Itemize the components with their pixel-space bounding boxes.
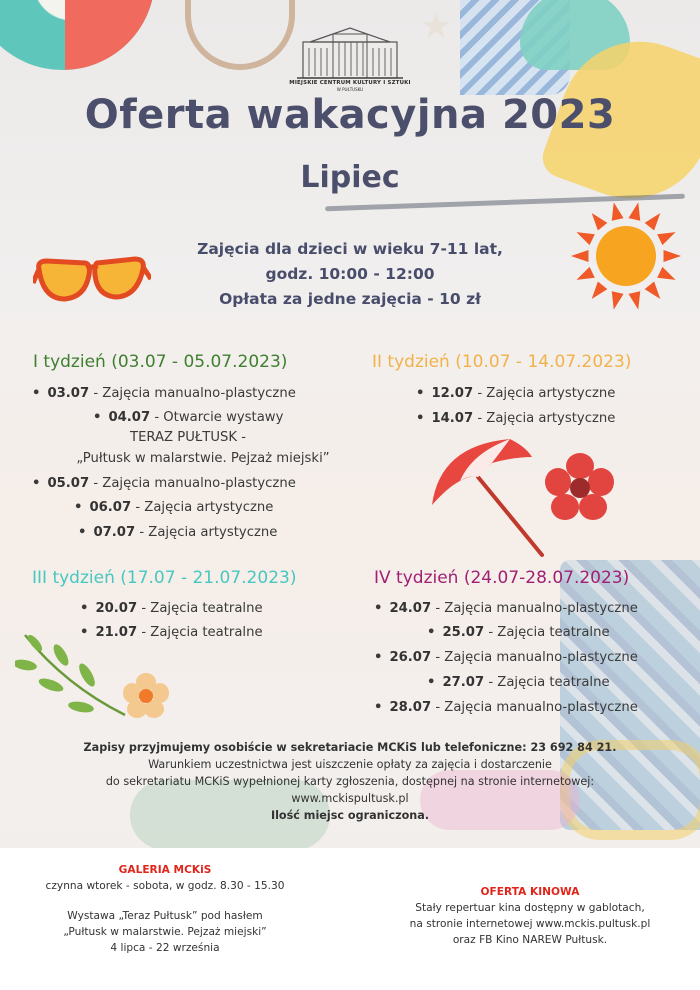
condition-line-2: do sekretariatu MCKiS wypełnionej karty zgłoszenia, dostępnej na stronie internetowej: (105, 775, 595, 788)
gallery-exhibit-line: Wystawa „Teraz Pułtusk” pod hasłem (67, 910, 263, 922)
list-item-continuation: „Pułtusk w malarstwie. Pejzaż miejski” (76, 451, 330, 466)
beach-ball-decoration (0, 0, 155, 70)
list-item: • 25.07 - Zajęcia teatralne (427, 625, 610, 640)
gallery-hours: czynna wtorek - sobota, w godz. 8.30 - 15.30 (45, 880, 285, 892)
logo-subtitle: W PUŁTUSKU (336, 87, 364, 92)
rope-decoration (185, 0, 295, 70)
sun-ray (645, 213, 661, 230)
sun-ray (628, 291, 640, 309)
list-item: • 03.07 - Zajęcia manualno-plastyczne (32, 386, 296, 401)
intro-hours-line: godz. 10:00 - 12:00 (265, 265, 435, 283)
week-2-title: II tydzień (10.07 - 14.07.2023) (372, 352, 632, 372)
sun-ray (628, 202, 640, 220)
intro-age-line: Zajęcia dla dzieci w wieku 7-11 lat, (197, 240, 503, 258)
sun-ray (612, 202, 624, 220)
cinema-heading: OFERTA KINOWA (480, 886, 580, 898)
logo-name: MIEJSKIE CENTRUM KULTURY I SZTUKI (289, 80, 411, 86)
list-item: • 07.07 - Zajęcia artystyczne (78, 525, 278, 540)
leaf-branch-icon (15, 625, 135, 720)
building-logo-icon (295, 20, 405, 82)
sun-ray (657, 267, 675, 280)
sun-ray (576, 267, 594, 280)
sunglasses-icon (33, 255, 151, 313)
list-item: • 06.07 - Zajęcia artystyczne (74, 500, 274, 515)
page-subtitle: Lipiec (300, 160, 400, 195)
intro-price-line: Opłata za jedne zajęcia - 10 zł (219, 290, 481, 308)
list-item: • 21.07 - Zajęcia teatralne (80, 625, 263, 640)
sun-ray (592, 213, 608, 230)
intro-block (150, 237, 550, 312)
list-item: • 24.07 - Zajęcia manualno-plastyczne (374, 601, 638, 616)
gallery-section (20, 862, 310, 956)
week-4-title: IV tydzień (24.07-28.07.2023) (374, 568, 630, 588)
list-item: • 28.07 - Zajęcia manualno-plastyczne (374, 700, 638, 715)
gallery-heading: GALERIA MCKiS (118, 864, 212, 876)
cinema-website-line[interactable]: na stronie internetowej www.mckis.pultusk.pl (409, 918, 651, 930)
gallery-dates: 4 lipca - 22 września (110, 942, 220, 954)
list-item-continuation: TERAZ PUŁTUSK - (130, 430, 246, 445)
sun-ray (592, 282, 608, 299)
sun-ray (612, 291, 624, 309)
cinema-line: Stały repertuar kina dostępny w gablotach, (415, 902, 645, 914)
sun-ray (657, 232, 675, 245)
list-item: • 26.07 - Zajęcia manualno-plastyczne (374, 650, 638, 665)
registration-note (20, 739, 680, 824)
page-title: Oferta wakacyjna 2023 (84, 92, 616, 138)
website-link[interactable]: www.mckispultusk.pl (291, 792, 409, 805)
limited-places-note: Ilość miejsc ograniczona. (270, 809, 430, 822)
sun-ray (571, 250, 588, 262)
cinema-section (365, 884, 695, 948)
list-item: • 05.07 - Zajęcia manualno-plastyczne (32, 476, 296, 491)
sun-ray (576, 232, 594, 245)
umbrella-icon (430, 435, 560, 560)
list-item: • 04.07 - Otwarcie wystawy (93, 410, 284, 425)
flower-icon (545, 452, 615, 522)
list-item: • 20.07 - Zajęcia teatralne (80, 601, 263, 616)
list-item: • 27.07 - Zajęcia teatralne (427, 675, 610, 690)
condition-line: Warunkiem uczestnictwa jest uiszczenie opłaty za zajęcia i dostarczenie (148, 758, 552, 771)
week-1-title: I tydzień (03.07 - 05.07.2023) (33, 352, 288, 372)
week-3-title: III tydzień (17.07 - 21.07.2023) (32, 568, 297, 588)
sun-icon (570, 200, 682, 312)
small-flower-icon (122, 672, 170, 718)
sun-ray (664, 250, 681, 262)
list-item: • 12.07 - Zajęcia artystyczne (416, 386, 616, 401)
list-item: • 14.07 - Zajęcia artystyczne (416, 411, 616, 426)
gallery-exhibit-title: „Pułtusk w malarstwie. Pejzaż miejski” (63, 926, 267, 938)
cinema-facebook-line: oraz FB Kino NAREW Pułtusk. (452, 934, 608, 946)
starfish-icon: ★ (420, 6, 453, 47)
sun-ray (645, 282, 661, 299)
registration-line: Zapisy przyjmujemy osobiście w sekretariacie MCKiS lub telefoniczne: 23 692 84 21. (83, 741, 617, 754)
